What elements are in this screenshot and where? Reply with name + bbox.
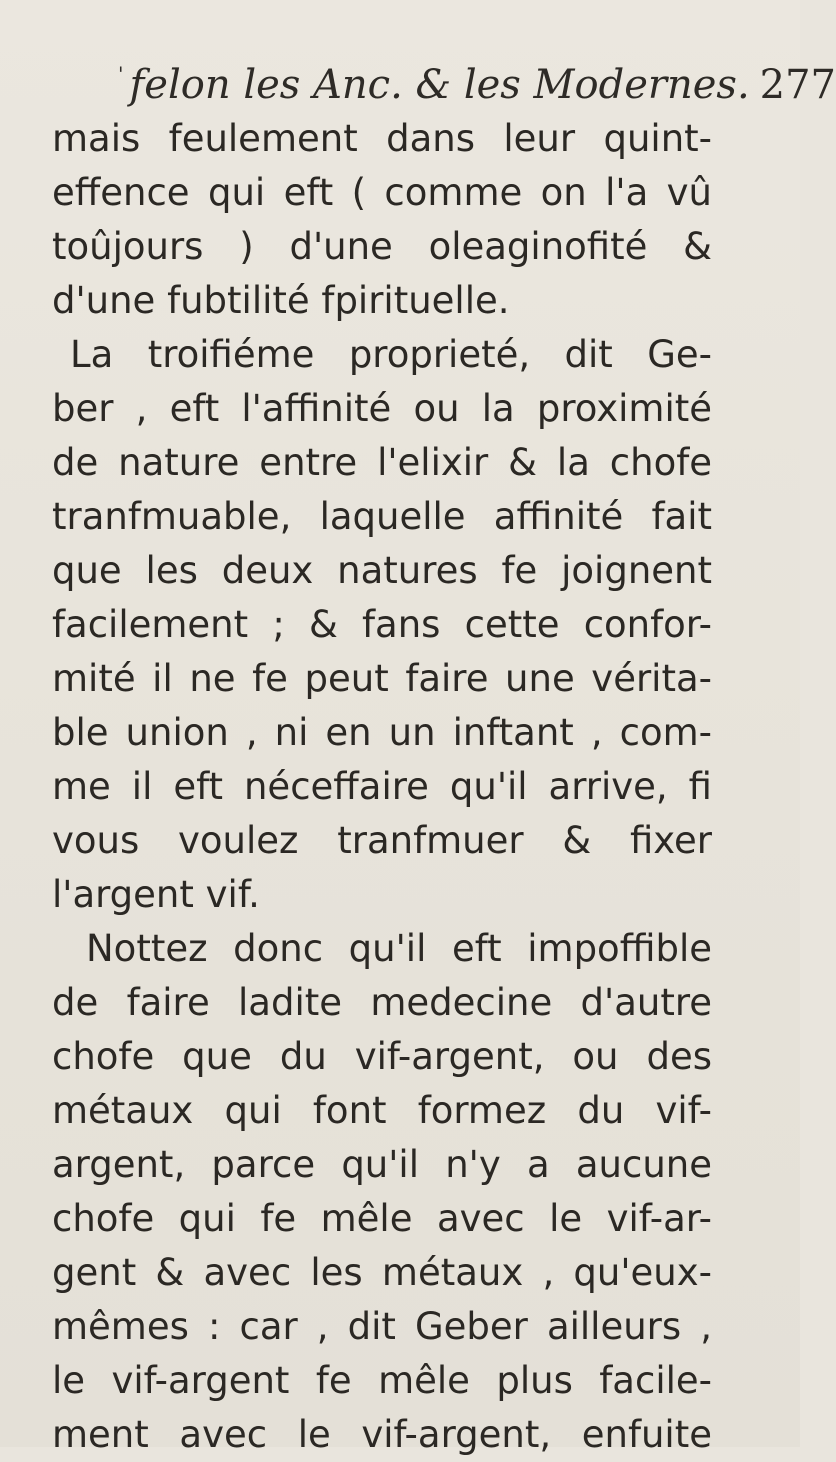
- text-line: le vif-argent fe mêle plus facile-: [52, 1359, 712, 1402]
- text-line: facilement ; & fans cette confor-: [52, 603, 712, 646]
- text-line: gent & avec les métaux , qu'eux-: [52, 1251, 712, 1294]
- text-line: tranfmuable, laquelle affinité fait: [52, 495, 712, 538]
- text-line: argent, parce qu'il n'y a aucune: [52, 1143, 712, 1186]
- text-line: que les deux natures fe joignent: [52, 549, 712, 592]
- text-line: l'argent vif.: [52, 873, 260, 916]
- text-line: mité il ne fe peut faire une vérita-: [52, 657, 712, 700]
- running-head: [118, 62, 836, 112]
- running-head-mark: ': [118, 62, 124, 86]
- text-line: vous voulez tranfmuer & fixer: [52, 819, 712, 862]
- text-line: toûjours ) d'une oleaginofité &: [52, 225, 712, 268]
- text-line: d'une fubtilité fpirituelle.: [52, 279, 510, 322]
- text-line: de nature entre l'elixir & la chofe: [52, 441, 712, 484]
- body-text: [52, 112, 732, 1462]
- text-line: de faire ladite medecine d'autre: [52, 981, 712, 1024]
- text-line: ment avec le vif-argent, enfuite: [52, 1413, 712, 1456]
- text-line: ber , eft l'affinité ou la proximité: [52, 387, 712, 430]
- text-line: ble union , ni en un inftant , com-: [52, 711, 712, 754]
- text-line: Nottez donc qu'il eft impoffible: [86, 927, 712, 970]
- text-line: La troifiéme proprieté, dit Ge-: [70, 333, 712, 376]
- running-head-title: felon les Anc. & les Modernes.: [129, 62, 750, 108]
- page-number: 277: [759, 62, 836, 108]
- text-line: effence qui eft ( comme on l'a vû: [52, 171, 712, 214]
- text-line: chofe qui fe mêle avec le vif-ar-: [52, 1197, 712, 1240]
- text-line: mêmes : car , dit Geber ailleurs ,: [52, 1305, 712, 1348]
- text-line: métaux qui font formez du vif-: [52, 1089, 712, 1132]
- text-line: chofe que du vif-argent, ou des: [52, 1035, 712, 1078]
- text-line: me il eft néceffaire qu'il arrive, fi: [52, 765, 712, 808]
- text-line: mais feulement dans leur quint-: [52, 117, 712, 160]
